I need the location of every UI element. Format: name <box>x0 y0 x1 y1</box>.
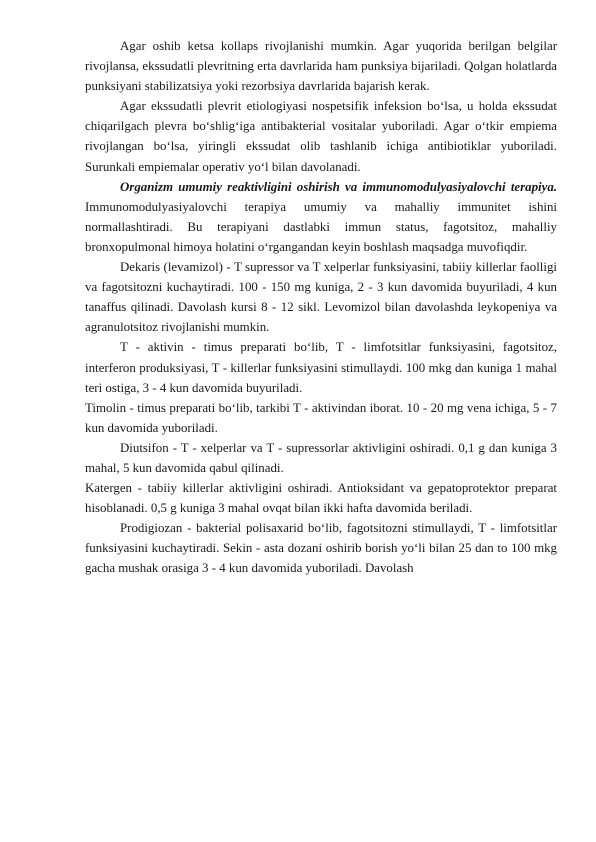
paragraph-text: Katergen - tabiiy killerlar aktivligini oshiradi. Antioksidant va gepatoprotektor preparat hisoblanadi. 0,5 g kuniga 3 mahal ovqat bilan ikki hafta davomida beriladi. <box>85 481 557 516</box>
paragraph-text: Diutsifon - T - xelperlar va T - supressorlar aktivligini oshiradi. 0,1 g dan kuniga 3 mahal, 5 kun davomida qabul qilinadi. <box>85 440 557 475</box>
paragraph-ekssudatli-plevrit <box>85 96 557 176</box>
paragraph-text: Timolin - timus preparati bo‘lib, tarkibi T - aktivindan iborat. 10 - 20 mg vena ichiga, 5 - 7 kun davomida yuboriladi. <box>85 400 557 435</box>
paragraph-text: T - aktivin - timus preparati bo‘lib, T - limfotsitlar funksiyasini, fagotsitoz, interferon produksiyasi, T - killerlar funksiyasini stimullaydi. 100 mkg dan kuniga 1 mahal teri ostiga, 3 - 4 kun davomida buyuriladi. <box>85 340 557 395</box>
paragraph-punksiya <box>85 36 557 96</box>
paragraph-text: Agar ekssudatli plevrit etiologiyasi nospetsifik infeksion bo‘lsa, u holda ekssudat chiqarilgach plevra bo‘shlig‘iga antibakterial vositalar yuboriladi. Agar o‘tkir empiema rivojlangan bo‘lsa, yiringli ekssudat olib tashlanib ichiga antibiotiklar yuboriladi. Surunkali empiemalar operativ yo‘l bilan davolanadi. <box>85 99 557 174</box>
paragraph-dekaris <box>85 257 557 337</box>
paragraph-text: Immunomodulyasiyalovchi terapiya umumiy va mahalliy immunitet ishini normallashtiradi. Bu terapiyani dastlabki immun status, fagotsitoz, mahalliy bronxopulmonal himoya holatini o‘rgangandan keyin boshlash maqsadga muvofiqdir. <box>85 199 557 254</box>
document-page <box>85 36 557 579</box>
paragraph-diutsifon <box>85 438 557 478</box>
paragraph-text: Prodigiozan - bakterial polisaxarid bo‘lib, fagotsitozni stimullaydi, T - limfotsitlar funksiyasini kuchaytiradi. Sekin - asta dozani oshirib borish yo‘li bilan 25 dan to 100 mkg gacha mushak orasiga 3 - 4 kun davomida yuboriladi. Davolash <box>85 521 557 576</box>
paragraph-text: Agar oshib ketsa kollaps rivojlanishi mumkin. Agar yuqorida berilgan belgilar rivojlansa, ekssudatli plevritning erta davrlarida ham punksiya bijariladi. Qolgan holatlarda punksiyani stabilizatsiya yoki rezorbsiya davrlarida bajarish kerak. <box>85 39 557 94</box>
paragraph-katergen <box>85 478 557 518</box>
section-heading: Organizm umumiy reaktivligini oshirish va immunomodulyasiyalovchi terapiya. <box>120 179 557 194</box>
paragraph-text: Dekaris (levamizol) - T supressor va T xelperlar funksiyasini, tabiiy killerlar faolligi va fagotsitozni kuchaytiradi. 100 - 150 mg kuniga, 2 - 3 kun davomida buyuriladi, 4 kun tanaffus qilinadi. Davolash kursi 8 - 12 sikl. Levomizol bilan davolashda leykopeniya va agranulotsitoz rivojlanishi mumkin. <box>85 260 557 335</box>
paragraph-prodigiozan <box>85 518 557 578</box>
paragraph-t-aktivin <box>85 337 557 397</box>
paragraph-timolin <box>85 398 557 438</box>
paragraph-immunomodulyasiya <box>85 177 557 257</box>
